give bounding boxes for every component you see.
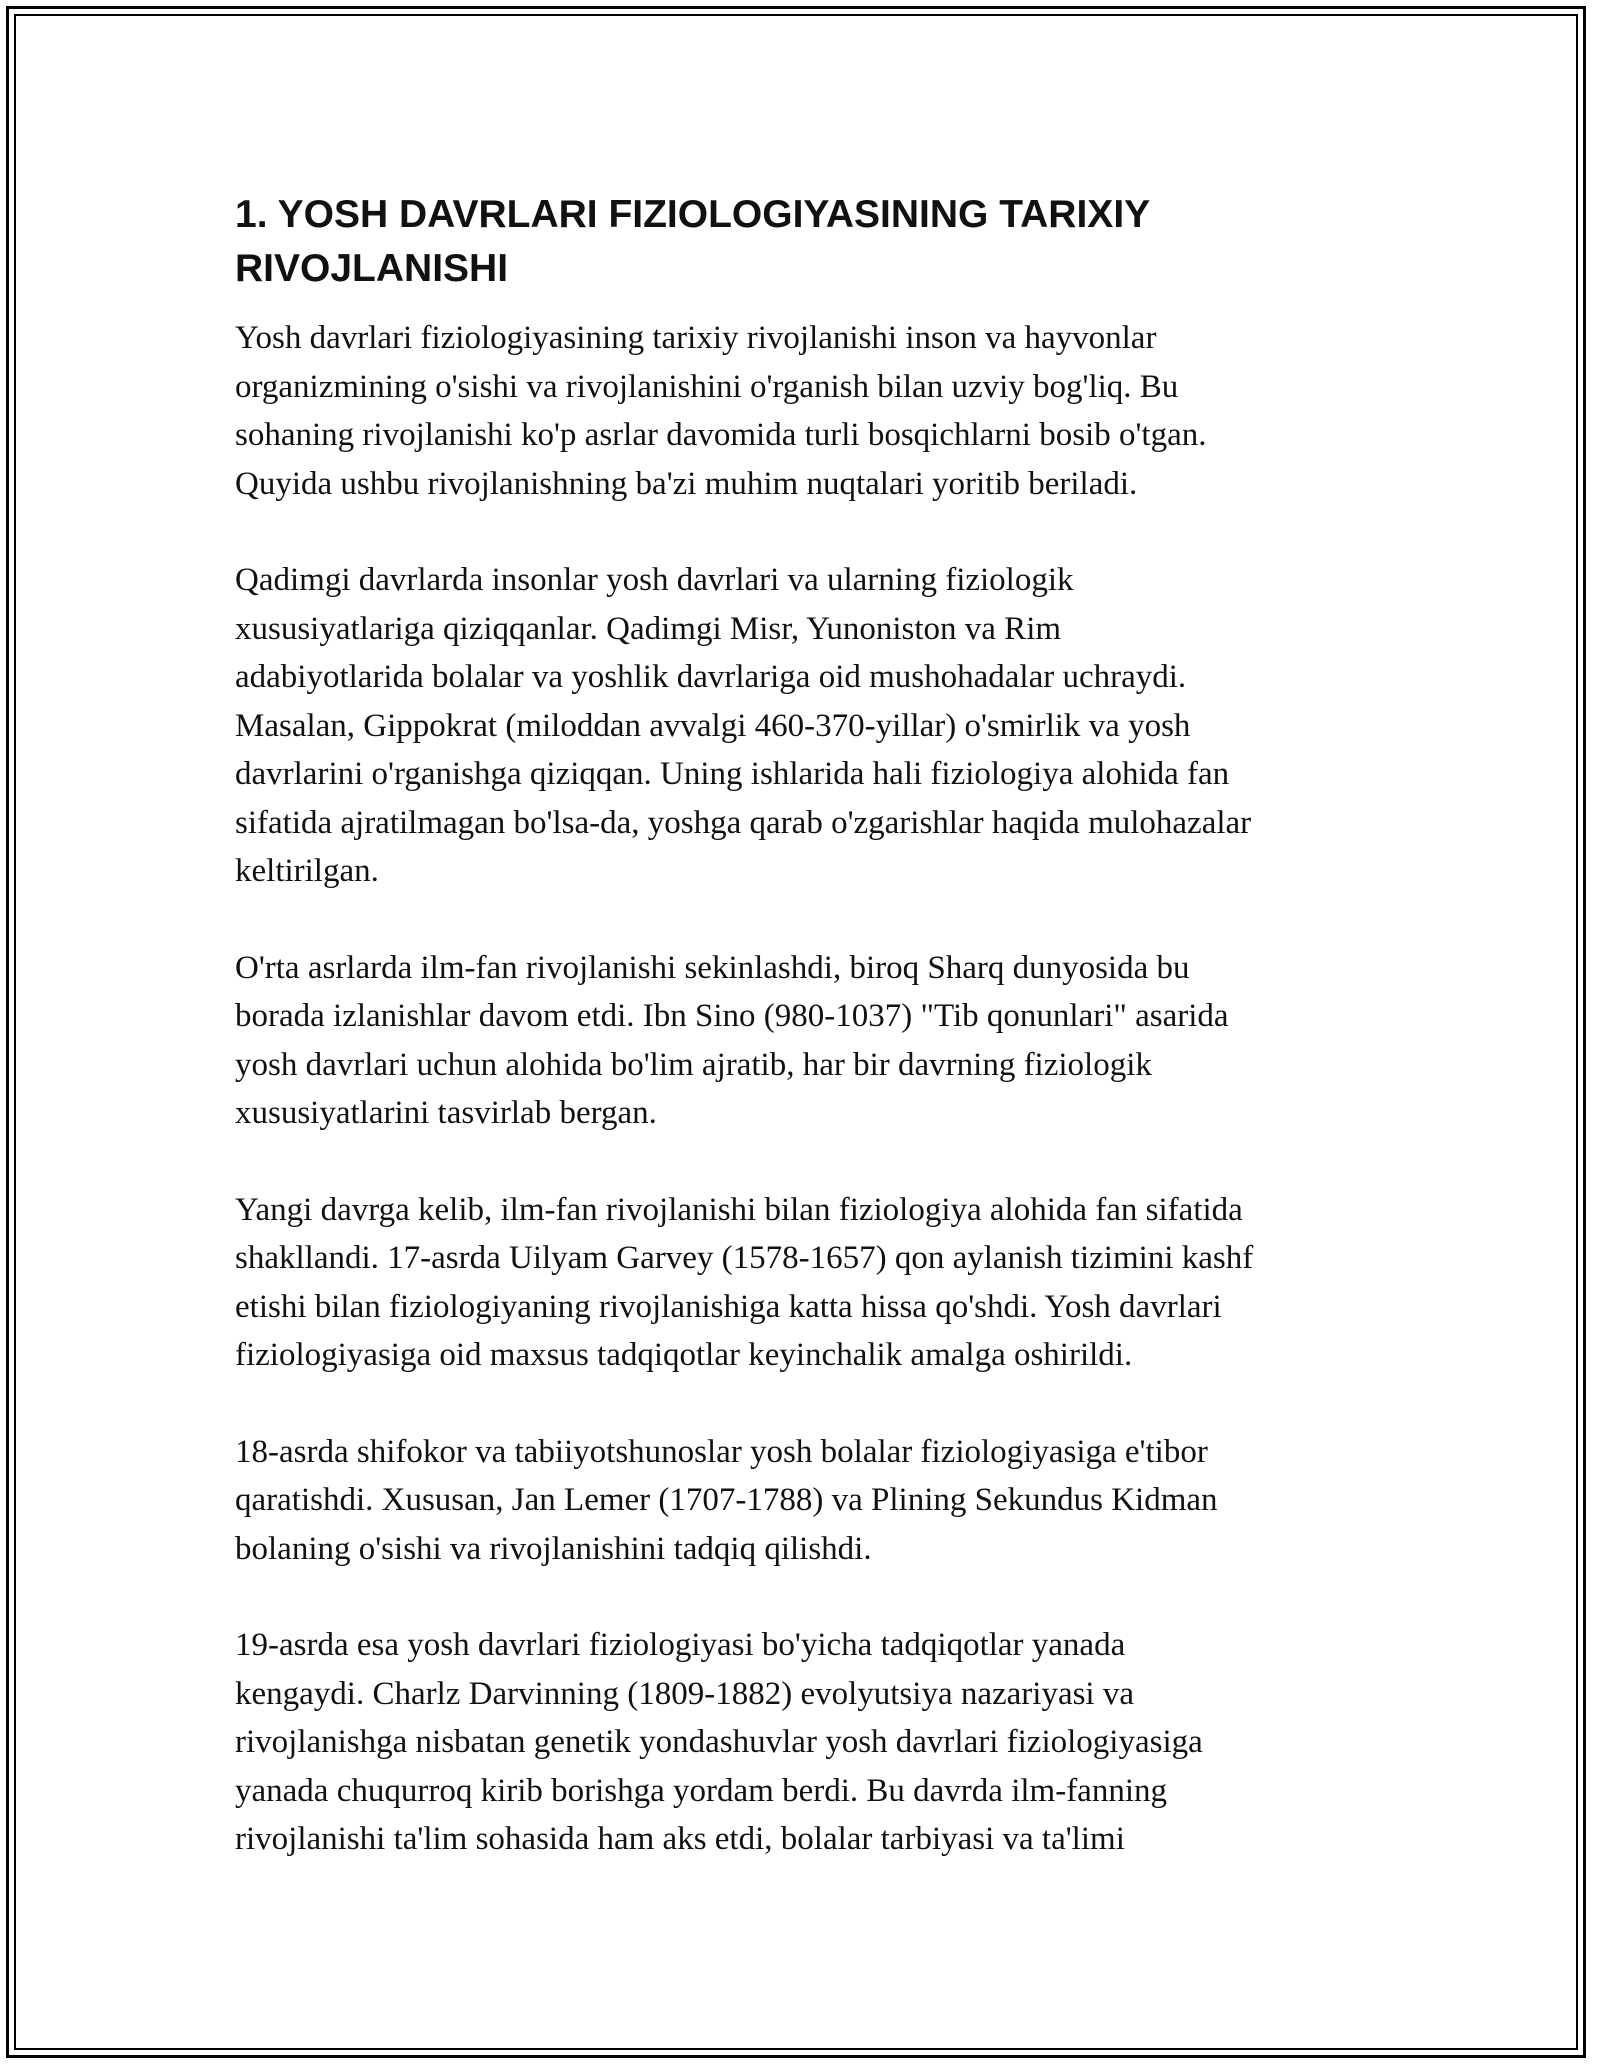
text-line: organizmining o'sishi va rivojlanishini o'rganish bilan uzviy bog'liq. Bu	[235, 368, 1179, 405]
text-line: xususiyatlariga qiziqqanlar. Qadimgi Misr, Yunoniston va Rim	[235, 610, 1062, 647]
text-line: O'rta asrlarda ilm-fan rivojlanishi sekinlashdi, biroq Sharq dunyosida bu	[235, 949, 1190, 986]
text-line: Yangi davrga kelib, ilm-fan rivojlanishi bilan fiziologiya alohida fan sifatida	[235, 1191, 1243, 1228]
text-line: keltirilgan.	[235, 853, 379, 889]
document-body	[235, 188, 1375, 1912]
text-line: davrlarini o'rganishga qiziqqan. Uning ishlarida hali fiziologiya alohida fan	[235, 756, 1230, 792]
text-line: rivojlanishga nisbatan genetik yondashuvlar yosh davrlari fiziologiyasiga	[235, 1724, 1203, 1760]
text-line: adabiyotlarida bolalar va yoshlik davrlariga oid mushohadalar uchraydi.	[235, 659, 1187, 695]
text-line: Yosh davrlari fiziologiyasining tarixiy rivojlanishi inson va hayvonlar	[235, 320, 1157, 356]
text-line: sohaning rivojlanishi ko'p asrlar davomida turli bosqichlarni bosib o'tgan.	[235, 417, 1207, 453]
heading-line: RIVOJLANISHI	[235, 247, 509, 290]
text-line: yanada chuqurroq kirib borishga yordam berdi. Bu davrda ilm-fanning	[235, 1772, 1167, 1809]
paragraph-intro	[235, 314, 1375, 508]
text-line: xususiyatlarini tasvirlab bergan.	[235, 1095, 657, 1131]
text-line: 19-asrda esa yosh davrlari fiziologiyasi bo'yicha tadqiqotlar yanada	[235, 1627, 1126, 1663]
text-line: borada izlanishlar davom etdi. Ibn Sino (980-1037) "Tib qonunlari" asarida	[235, 998, 1229, 1034]
paragraph-19th-century	[235, 1621, 1375, 1864]
paragraph-18th-century	[235, 1428, 1375, 1574]
text-line: Quyida ushbu rivojlanishning ba'zi muhim nuqtalari yoritib beriladi.	[235, 465, 1138, 502]
paragraph-new-era	[235, 1186, 1375, 1380]
text-line: kengaydi. Charlz Darvinning (1809-1882) evolyutsiya nazariyasi va	[235, 1675, 1134, 1712]
section-heading	[235, 188, 1375, 296]
text-line: sifatida ajratilmagan bo'lsa-da, yoshga qarab o'zgarishlar haqida mulohazalar	[235, 804, 1252, 841]
heading-line: 1. YOSH DAVRLARI FIZIOLOGIYASINING TARIXIY	[235, 193, 1151, 236]
text-line: bolaning o'sishi va rivojlanishini tadqiq qilishdi.	[235, 1530, 872, 1567]
text-line: rivojlanishi ta'lim sohasida ham aks etdi, bolalar tarbiyasi va ta'limi	[235, 1821, 1125, 1857]
text-line: qaratishdi. Xususan, Jan Lemer (1707-1788) va Plining Sekundus Kidman	[235, 1482, 1218, 1518]
text-line: fiziologiyasiga oid maxsus tadqiqotlar keyinchalik amalga oshirildi.	[235, 1337, 1133, 1373]
text-line: yosh davrlari uchun alohida bo'lim ajratib, har bir davrning fiziologik	[235, 1046, 1152, 1083]
paragraph-ancient	[235, 556, 1375, 896]
text-line: shakllandi. 17-asrda Uilyam Garvey (1578-1657) qon aylanish tizimini kashf	[235, 1240, 1254, 1276]
text-line: 18-asrda shifokor va tabiiyotshunoslar yosh bolalar fiziologiyasiga e'tibor	[235, 1433, 1208, 1470]
text-line: Masalan, Gippokrat (miloddan avvalgi 460-370-yillar) o'smirlik va yosh	[235, 707, 1191, 744]
text-line: Qadimgi davrlarda insonlar yosh davrlari va ularning fiziologik	[235, 562, 1074, 598]
text-line: etishi bilan fiziologiyaning rivojlanishiga katta hissa qo'shdi. Yosh davrlari	[235, 1288, 1222, 1325]
paragraph-middle-ages	[235, 944, 1375, 1138]
